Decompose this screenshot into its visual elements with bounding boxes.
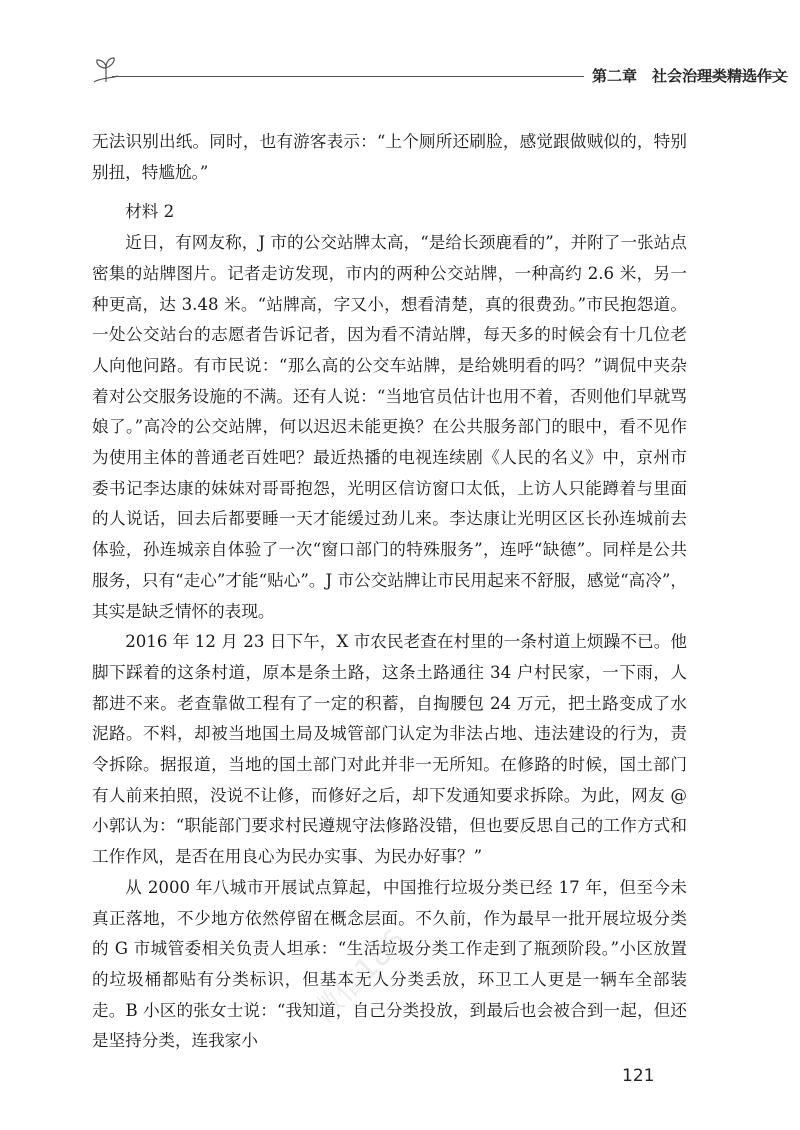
body-text	[92, 127, 687, 1057]
paragraph: 无法识别出纸。同时，也有游客表示：“上个厕所还刷脸，感觉跟做贼似的，特别别扭，特尴尬。”	[92, 132, 687, 182]
page-number: 121	[622, 1066, 655, 1086]
running-header	[88, 52, 788, 92]
material-heading: 材料 2	[125, 202, 175, 222]
header-rule-left	[112, 76, 584, 77]
paragraph: 近日，有网友称，J 市的公交站牌太高，“是给长颈鹿看的”，并附了一张站点密集的站牌图片。记者走访发现，市内的两种公交站牌，一种高约 2.6 米，另一种更高，达 3.48 米。“站牌高，字又小，想看清楚，真的很费劲。”市民抱怨道。一处公交站台的志愿者告诉记者，因为看不清站牌，每天多的时候会有十几位老人向他问路。有市民说：“那么高的公交车站牌，是给姚明看的吗？”调侃中夹杂着对公交服务设施的不满。还有人说：“当地官员估计也用不着，否则他们早就骂娘了。”高冷的公交站牌，何以迟迟未能更换？在公共服务部门的眼中，看不见作为使用主体的普通老百姓吧？最近热播的电视连续剧《人民的名义》中，京州市委书记李达康的妹妹对哥哥抱怨，光明区信访窗口太低，上访人只能蹲着与里面的人说话，回去后都要睡一天才能缓过劲儿来。李达康让光明区区长孙连城前去体验，孙连城亲自体验了一次“窗口部门的特殊服务”，连呼“缺德”。同样是公共服务，只有“走心”才能“贴心”。J 市公交站牌让市民用起来不舒服，感觉“高冷”，其实是缺乏情怀的表现。	[92, 233, 687, 621]
paragraph: 2016 年 12 月 23 日下午，X 市农民老查在村里的一条村道上烦躁不已。他脚下踩着的这条村道，原本是条土路，这条土路通往 34 户村民家，一下雨，人都进不来。老查靠做工程有了一定的积蓄，自掏腰包 24 万元，把土路变成了水泥路。不料，却被当地国土局及城管部门认定为非法占地、违法建设的行为，责令拆除。据报道，当地的国土部门对此并非一无所知。在修路的时候，国土部门有人前来拍照，没说不让修，而修好之后，却下发通知要求拆除。为此，网友 @ 小郭认为：“职能部门要求村民遵规守法修路没错，但也要反思自己的工作方式和工作作风，是否在用良心为民办实事、为民办好事？”	[92, 632, 687, 867]
watermark: 微信186	[305, 922, 414, 1031]
chapter-title: 第二章 社会治理类精选作文	[592, 67, 788, 85]
paragraph: 从 2000 年八城市开展试点算起，中国推行垃圾分类已经 17 年，但至今未真正落地，不少地方依然停留在概念层面。不久前，作为最早一批开展垃圾分类的 G 市城管委相关负责人坦承：“生活垃圾分类工作走到了瓶颈阶段。”小区放置的垃圾桶都贴有分类标识，但基本无人分类丢放，环卫工人更是一辆车全部装走。B 小区的张女士说：“我知道，自己分类投放，到最后也会被合到一起，但还是坚持分类，连我家小	[92, 877, 687, 1051]
header-rule-right	[694, 76, 788, 77]
sprout-icon	[88, 52, 124, 88]
